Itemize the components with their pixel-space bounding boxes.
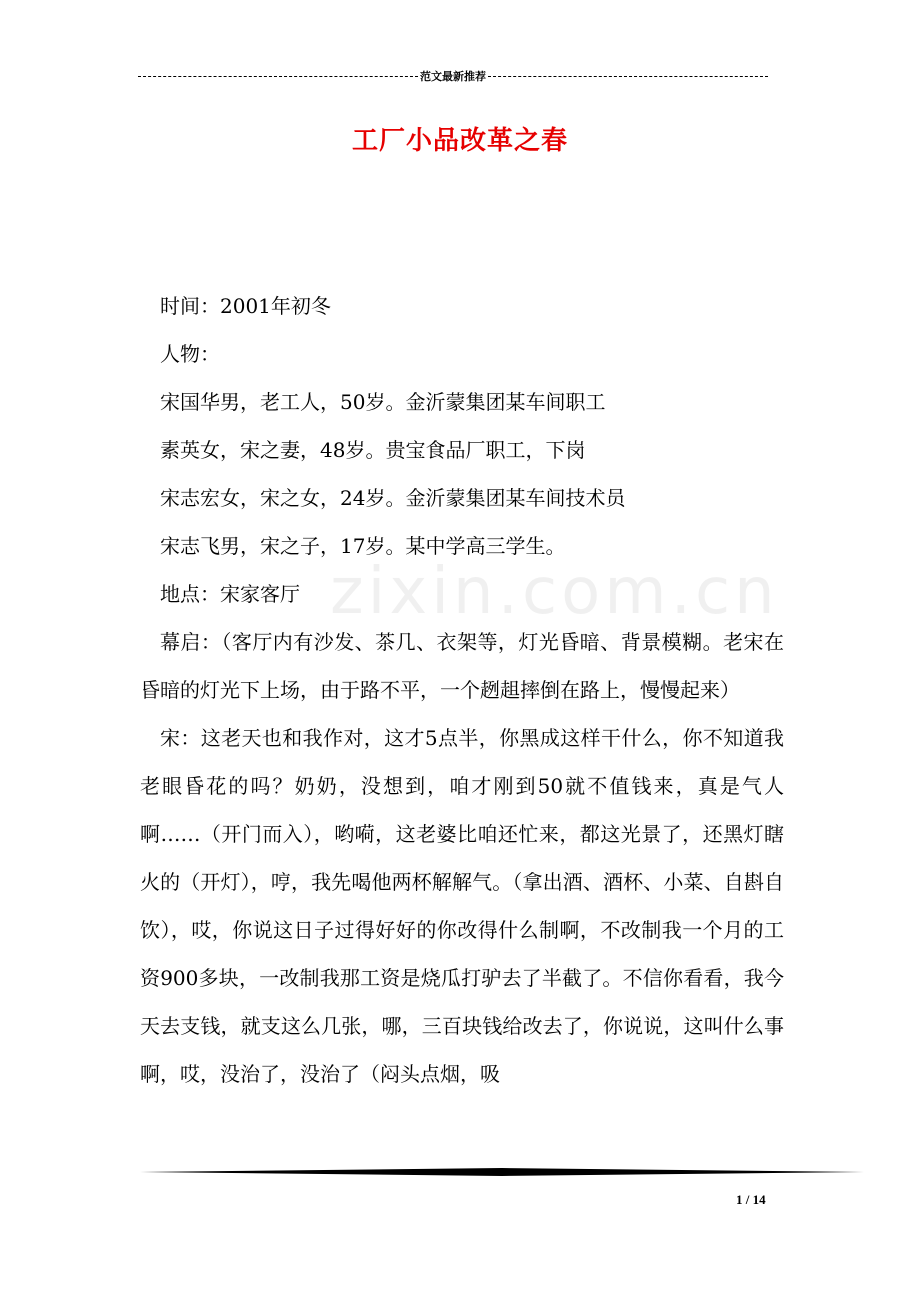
header-dash-left xyxy=(138,76,418,77)
paragraph-location: 地点：宋家客厅 xyxy=(160,582,300,606)
page-number: 1 / 14 xyxy=(736,1192,766,1207)
document-body xyxy=(140,282,784,1098)
header-label: 范文最新推荐 xyxy=(420,70,486,83)
watermark: zixin.com.cn xyxy=(330,555,779,629)
document-title: 工厂小品改革之春 xyxy=(351,126,568,156)
paragraph-monologue: 宋：这老天也和我作对，这才5点半，你黑成这样干什么，你不知道我老眼昏花的吗？奶奶，没想到，咱才刚到50就不值钱来，真是气人啊……（开门而入），哟嗬，这老婆比咱还忙来，都这光景了，还黑灯瞎火的（开灯），哼，我先喝他两杯解解气。（拿出酒、酒杯、小菜、自斟自饮），哎，你说这日子过得好好的你改得什么制啊，不改制我一个月的工资900多块，一改制我那工资是烧瓜打驴去了半截了。不信你看看，我今天去支钱，就支这么几张，哪，三百块钱给改去了，你说说，这叫什么事啊，哎，没治了，没治了（闷头点烟，吸 xyxy=(140,726,784,1086)
paragraph-character-4: 宋志飞男，宋之子，17岁。某中学高三学生。 xyxy=(160,534,566,558)
footer-rule xyxy=(140,1168,864,1176)
header-dash-right xyxy=(488,76,768,77)
paragraph-time: 时间：2001年初冬 xyxy=(160,294,331,318)
paragraph-characters-heading: 人物： xyxy=(160,342,220,366)
paragraph-character-3: 宋志宏女，宋之女，24岁。金沂蒙集团某车间技术员 xyxy=(160,486,626,510)
paragraph-character-1: 宋国华男，老工人，50岁。金沂蒙集团某车间职工 xyxy=(160,390,606,414)
page-header xyxy=(138,66,768,86)
paragraph-curtain: 幕启：（客厅内有沙发、茶几、衣架等，灯光昏暗、背景模糊。老宋在昏暗的灯光下上场，由于路不平，一个趔趄摔倒在路上，慢慢起来） xyxy=(140,630,784,702)
paragraph-character-2: 素英女，宋之妻，48岁。贵宝食品厂职工，下岗 xyxy=(160,438,586,462)
